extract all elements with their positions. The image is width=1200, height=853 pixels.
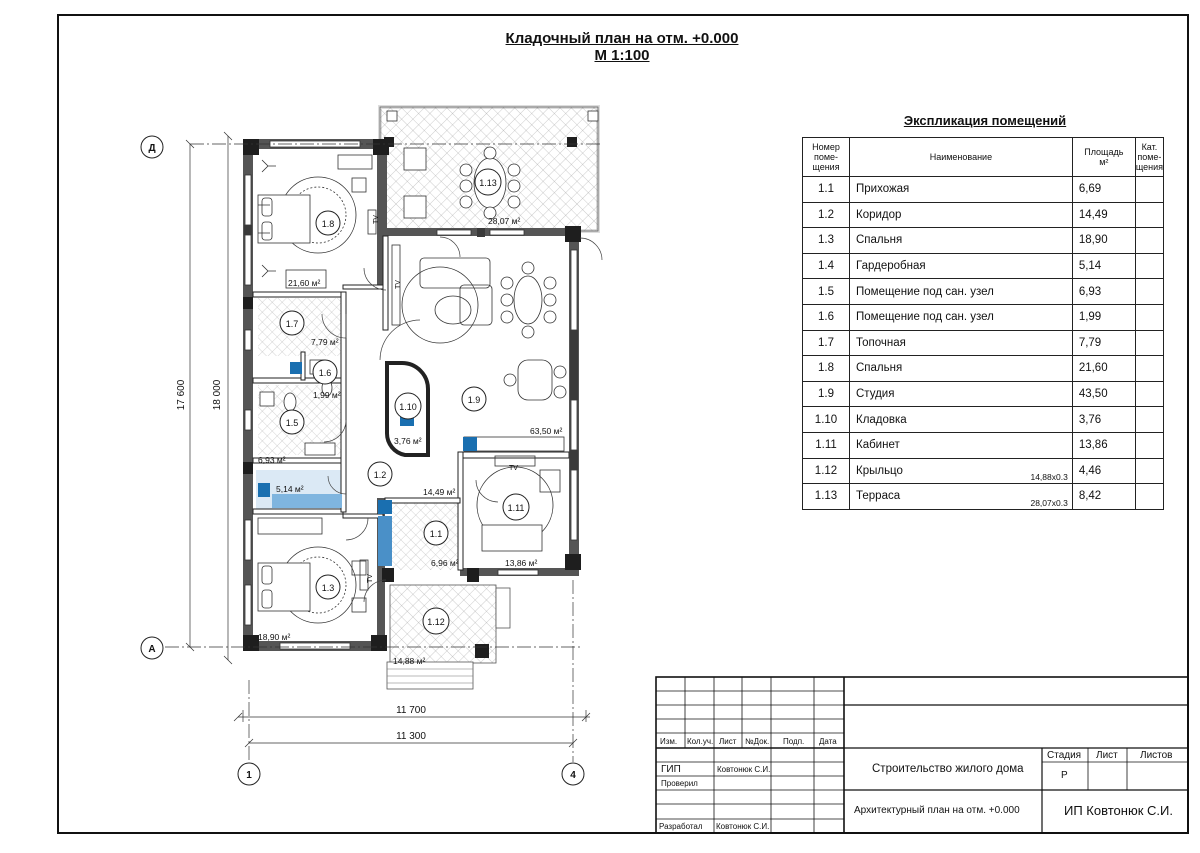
room-number-cell: 1.9 (803, 381, 850, 407)
room-number-cell: 1.1 (803, 177, 850, 203)
stamp-col-podp: Подп. (783, 737, 805, 746)
room-area-cell: 1,99 (1072, 304, 1135, 330)
room-name: Помещение под сан. узел (856, 285, 994, 298)
explication-row (803, 356, 1164, 382)
tv-label: TV (509, 465, 518, 472)
room-category-cell (1135, 407, 1163, 433)
room-area-1-12: 14,88 м² (393, 656, 426, 666)
explication-row (803, 253, 1164, 279)
room-area-cell: 14,49 (1072, 202, 1135, 228)
explication-row (803, 228, 1164, 254)
room-category-cell (1135, 330, 1163, 356)
room-name: Студия (856, 388, 895, 401)
room-area-cell: 4,46 (1072, 458, 1135, 484)
room-num-1-6: 1.6 (318, 368, 332, 378)
tv-label: TV (367, 574, 374, 583)
room-name-cell (850, 177, 1073, 203)
room-area-1-10: 3,76 м² (394, 436, 422, 446)
explication-row (803, 279, 1164, 305)
room-name: Терраса (856, 490, 901, 503)
room-area-1-11: 13,86 м² (505, 558, 538, 568)
explication-row (803, 202, 1164, 228)
dim-width-inner: 11 300 (396, 731, 426, 742)
axis-label-a: А (148, 644, 156, 655)
room-category-cell (1135, 356, 1163, 382)
room-name-cell (850, 407, 1073, 433)
room-category-cell (1135, 432, 1163, 458)
header-num: Номер поме-щения (803, 138, 850, 177)
room-name: Гардеробная (856, 260, 926, 273)
stamp-stage-value: Р (1061, 770, 1068, 781)
explication-body (803, 177, 1164, 510)
room-area-1-3: 18,90 м² (258, 632, 291, 642)
room-category-cell (1135, 381, 1163, 407)
header-area: Площадь м² (1072, 138, 1135, 177)
room-category-cell (1135, 253, 1163, 279)
stamp-sheet-header: Лист (1096, 750, 1118, 761)
room-category-cell (1135, 484, 1163, 510)
room-category-cell (1135, 228, 1163, 254)
explication-row (803, 458, 1164, 484)
room-name-cell (850, 432, 1073, 458)
stamp-col-koluch: Кол.уч. (687, 737, 714, 746)
axis-label-4: 4 (570, 770, 576, 781)
room-number-cell: 1.3 (803, 228, 850, 254)
room-number-cell: 1.2 (803, 202, 850, 228)
stamp-gip-person: Ковтонюк С.И. (717, 765, 771, 774)
title-line-1: Кладочный план на отм. +0.000 (505, 30, 739, 47)
stamp-checked: Проверил (661, 779, 698, 788)
explication-row (803, 304, 1164, 330)
room-name-cell (850, 458, 1073, 484)
stamp-gip: ГИП (661, 764, 681, 775)
room-number-cell: 1.13 (803, 484, 850, 510)
header-cat: Кат. поме-щения (1135, 138, 1163, 177)
explication-row (803, 484, 1164, 510)
room-name-cell (850, 228, 1073, 254)
room-category-cell (1135, 177, 1163, 203)
room-name: Спальня (856, 362, 903, 375)
room-area-cell: 6,69 (1072, 177, 1135, 203)
room-area-1-8: 21,60 м² (288, 278, 321, 288)
room-area-cell: 13,86 (1072, 432, 1135, 458)
stamp-developed-person: Ковтонюк С.И. (716, 822, 770, 831)
title-line-2: М 1:100 (594, 47, 650, 64)
room-number-cell: 1.7 (803, 330, 850, 356)
room-area-cell: 6,93 (1072, 279, 1135, 305)
stamp-col-data: Дата (819, 737, 837, 746)
drawing-title (422, 30, 822, 64)
header-name: Наименование (850, 138, 1073, 177)
room-number-cell: 1.8 (803, 356, 850, 382)
stamp-col-izm: Изм. (660, 737, 678, 746)
room-name-cell (850, 381, 1073, 407)
room-number-cell: 1.4 (803, 253, 850, 279)
dim-height-outer: 18 000 (212, 379, 223, 411)
room-area-note: 28,07x0.3 (1030, 497, 1068, 508)
porch-steps (387, 662, 473, 689)
room-area-cell: 18,90 (1072, 228, 1135, 254)
stamp-sheet-name: Архитектурный план на отм. +0.000 (854, 805, 1020, 816)
room-num-1-8: 1.8 (321, 219, 335, 229)
room-area-1-2: 14,49 м² (423, 487, 456, 497)
room-area-1-6: 1,99 м² (313, 390, 341, 400)
room-area-cell: 8,42 (1072, 484, 1135, 510)
explication-row (803, 381, 1164, 407)
room-number-cell: 1.5 (803, 279, 850, 305)
stamp-sheets-header: Листов (1140, 750, 1173, 761)
room-name: Кабинет (856, 439, 900, 452)
room-num-1-7: 1.7 (285, 319, 299, 329)
explication-row (803, 330, 1164, 356)
room-name: Спальня (856, 234, 903, 247)
room-area-cell: 7,79 (1072, 330, 1135, 356)
room-num-1-12: 1.12 (427, 617, 445, 627)
room-area-1-13: 28,07 м² (488, 216, 521, 226)
room-name: Топочная (856, 336, 906, 349)
stamp-company: ИП Ковтонюк С.И. (1064, 803, 1173, 818)
room-category-cell (1135, 304, 1163, 330)
dim-height-inner: 17 600 (176, 379, 187, 411)
room-area-cell: 21,60 (1072, 356, 1135, 382)
room-num-1-2: 1.2 (373, 470, 387, 480)
room-area-cell: 5,14 (1072, 253, 1135, 279)
dim-width-outer: 11 700 (396, 705, 426, 716)
axis-label-d: Д (148, 143, 156, 154)
tv-label: TV (395, 280, 402, 289)
room-num-1-1: 1.1 (429, 529, 443, 539)
room-area-cell: 43,50 (1072, 381, 1135, 407)
room-name-cell (850, 279, 1073, 305)
tv-label: TV (373, 215, 380, 224)
explication-row (803, 407, 1164, 433)
room-name: Помещение под сан. узел (856, 311, 994, 324)
room-num-1-3: 1.3 (321, 583, 335, 593)
axis-label-1: 1 (246, 770, 252, 781)
stamp-developed: Разработал (659, 822, 703, 831)
room-area-1-5: 6,93 м² (258, 455, 286, 465)
room-name-cell (850, 330, 1073, 356)
room-name: Крыльцо (856, 464, 903, 477)
room-name-cell (850, 484, 1073, 510)
room-name: Прихожая (856, 183, 910, 196)
room-category-cell (1135, 279, 1163, 305)
room-num-1-9: 1.9 (467, 395, 481, 405)
explication-table (802, 137, 1164, 510)
room-name-cell (850, 356, 1073, 382)
stamp-stage-header: Стадия (1047, 750, 1082, 761)
room-area-cell: 3,76 (1072, 407, 1135, 433)
room-area-1-7: 7,79 м² (311, 337, 339, 347)
room-category-cell (1135, 202, 1163, 228)
room-name-cell (850, 202, 1073, 228)
room-area-1-1: 6,96 м² (431, 558, 459, 568)
room-number-cell: 1.11 (803, 432, 850, 458)
room-area-1-4: 5,14 м² (276, 484, 304, 494)
stamp-col-ndok: №Док. (745, 737, 770, 746)
explication-row (803, 177, 1164, 203)
room-number-cell: 1.12 (803, 458, 850, 484)
room-num-1-5: 1.5 (285, 418, 299, 428)
room-name-cell (850, 253, 1073, 279)
axis-labels (148, 143, 576, 781)
room-number-cell: 1.6 (803, 304, 850, 330)
room-category-cell (1135, 458, 1163, 484)
room-area-note: 14,88x0.3 (1030, 472, 1068, 483)
room-num-1-11: 1.11 (507, 503, 525, 513)
explication-row (803, 432, 1164, 458)
room-name: Кладовка (856, 413, 907, 426)
room-num-1-13: 1.13 (479, 178, 497, 188)
floor-plan (243, 107, 602, 689)
explication-title: Экспликация помещений (903, 113, 1067, 128)
room-area-1-9: 63,50 м² (530, 426, 563, 436)
room-num-1-10: 1.10 (399, 402, 417, 412)
room-number-cell: 1.10 (803, 407, 850, 433)
room-name-cell (850, 304, 1073, 330)
explication-header (803, 138, 1164, 177)
room-name: Коридор (856, 208, 902, 221)
stamp-project: Строительство жилого дома (872, 763, 1024, 775)
stamp-col-list: Лист (719, 737, 737, 746)
